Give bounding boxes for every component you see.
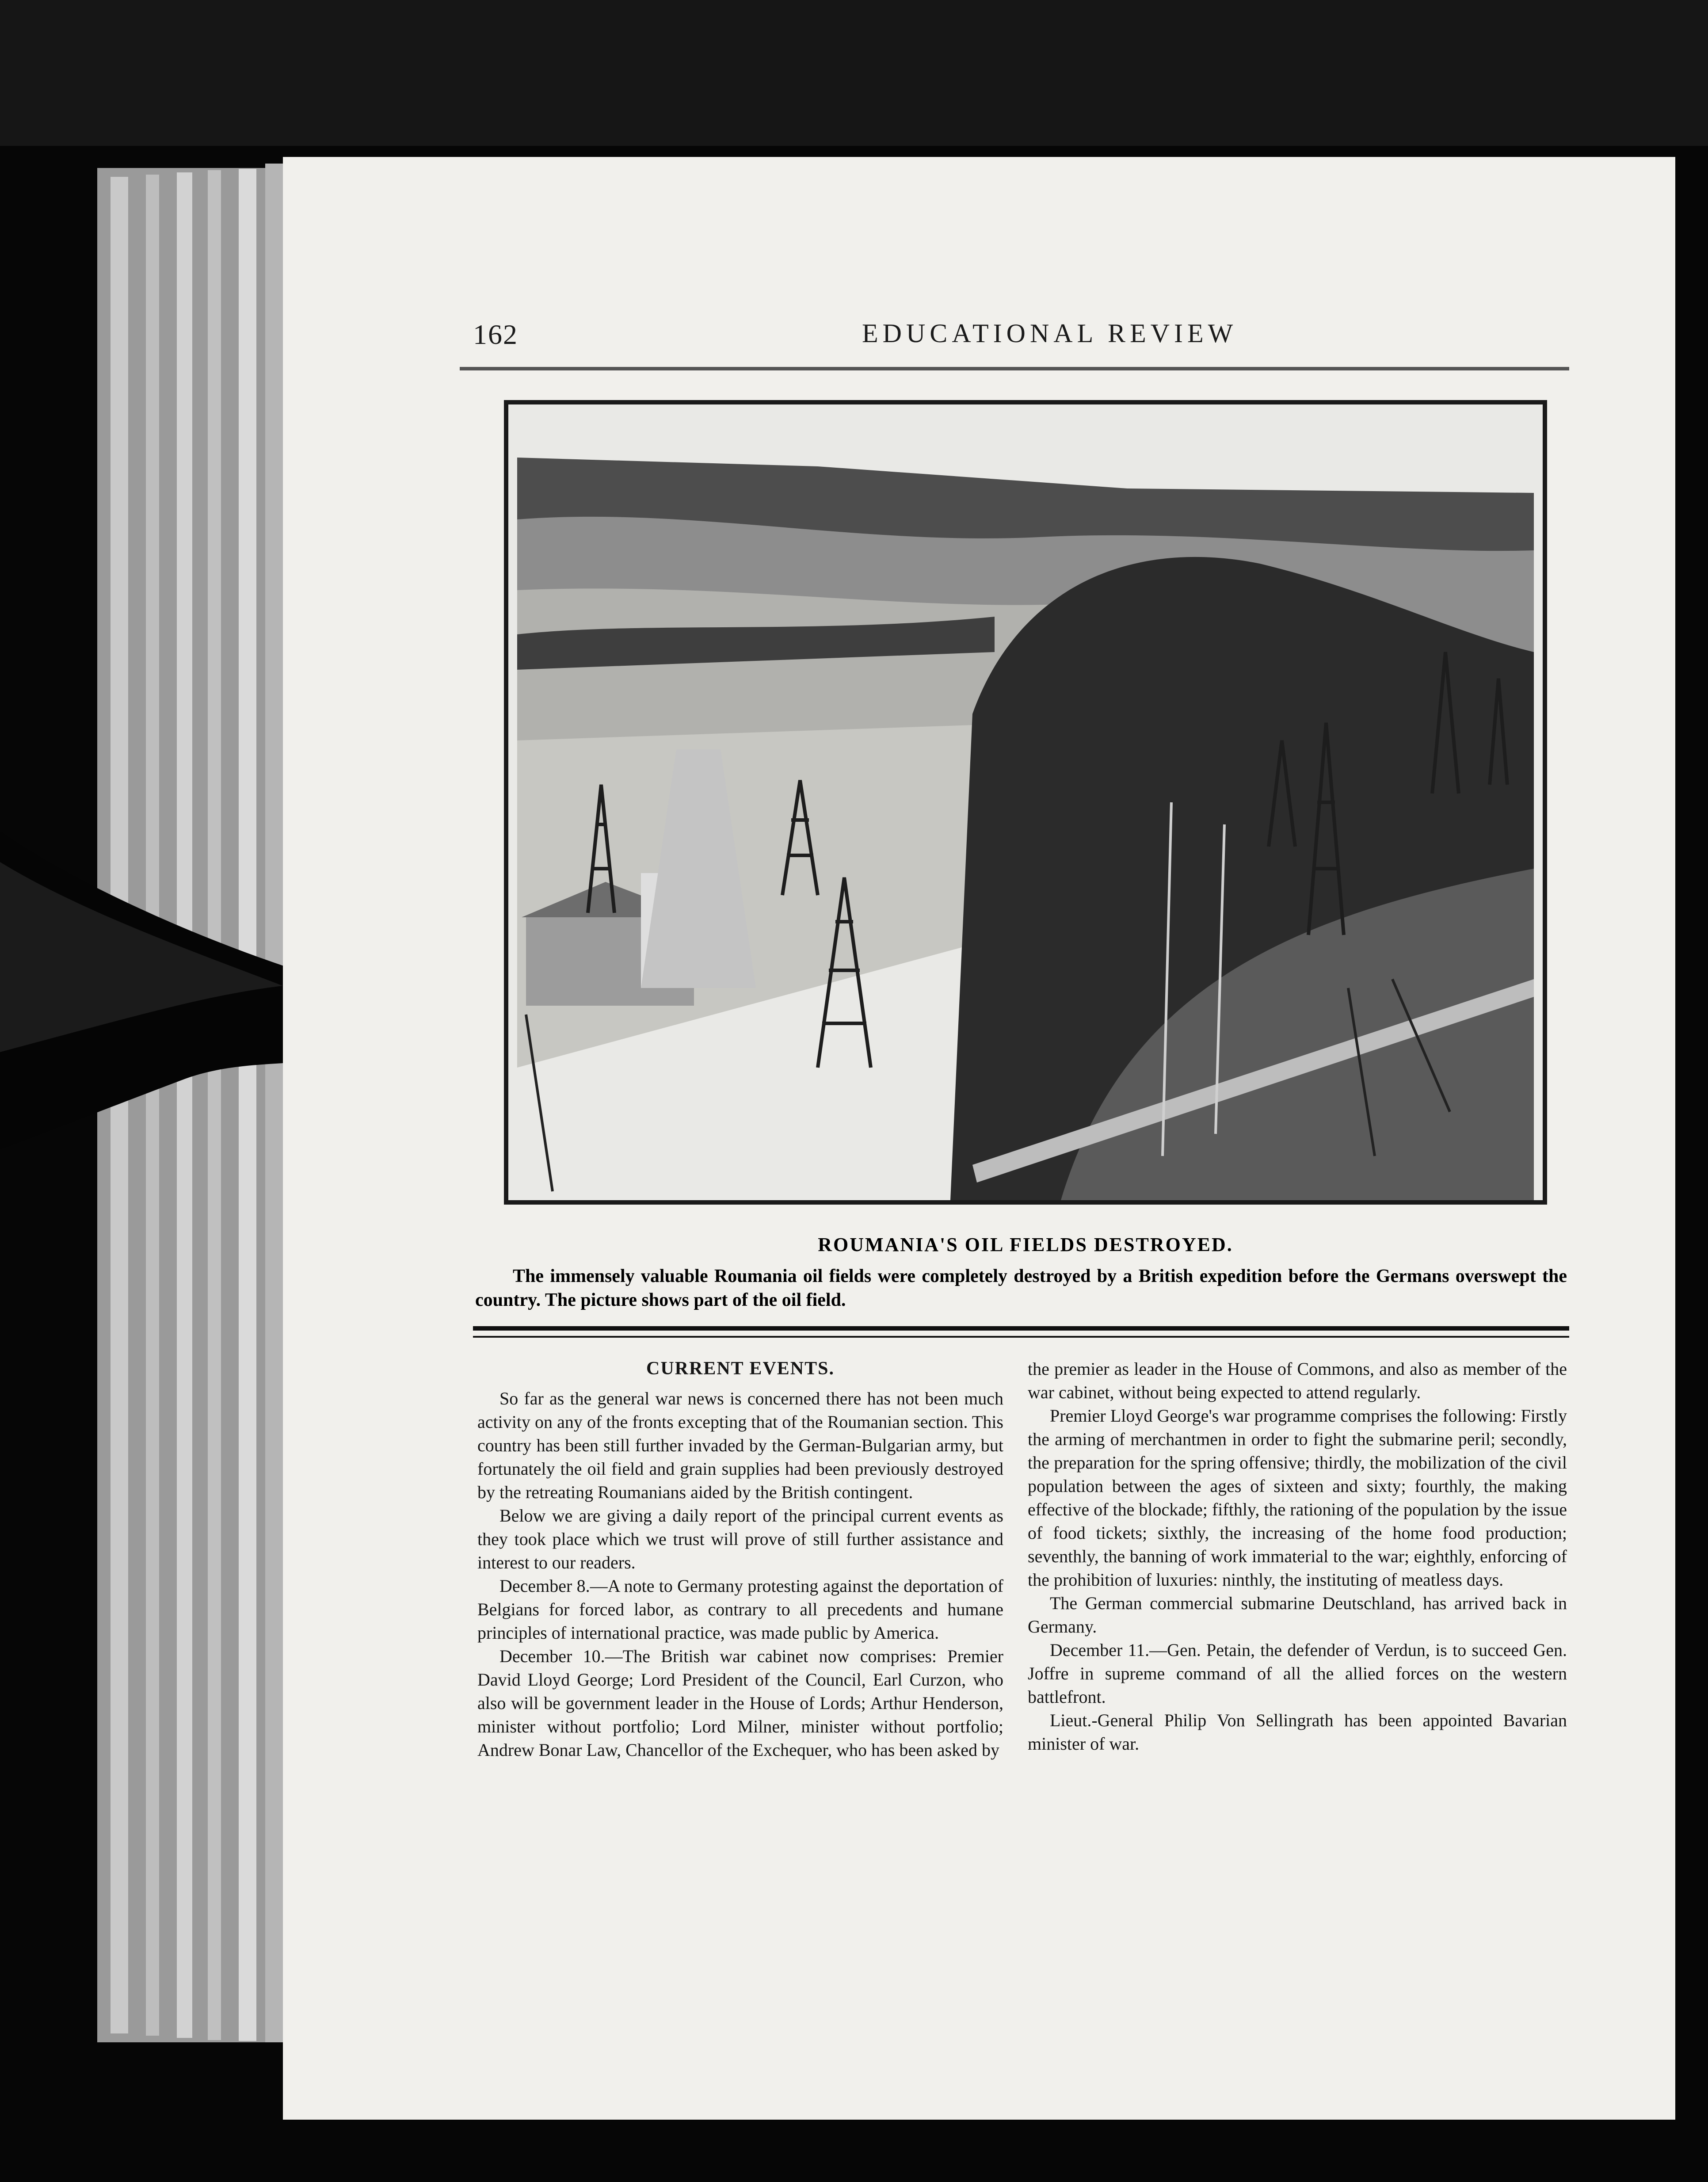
book-page-edges bbox=[97, 164, 283, 2042]
header-rule bbox=[460, 367, 1569, 370]
section-rule-thin bbox=[473, 1336, 1569, 1338]
article-paragraph: December 8.—A note to Germany protesting against the deportation of Belgians for forced labor, as contrary to all precedents and humane principles of international practice, was made public by America. bbox=[477, 1576, 1003, 1643]
article-paragraph: So far as the general war news is concerned there has not been much activity on any of the fronts excepting that of the Roumanian section. This country has been still further invaded by the German-Bulgarian army, but fortunately the oil field and grain supplies had been previously destroyed by the retreating Roumanians aided by the British contingent. bbox=[477, 1389, 1003, 1502]
page-number: 162 bbox=[473, 319, 518, 350]
article-paragraph: The German commercial submarine Deutschland, has arrived back in Germany. bbox=[1028, 1593, 1567, 1636]
article-paragraph: December 10.—The British war cabinet now comprises: Premier David Lloyd George; Lord President of the Council, Earl Curzon, who also will be government leader in the House of Lords; Arthur Henderson, minister without portfolio; Lord Milner, minister without portfolio; Andrew Bonar Law, Chancellor of the Exchequer, who has been asked by bbox=[477, 1646, 1003, 1760]
article-paragraph: Lieut.-General Philip Von Sellingrath has been appointed Bavarian minister of war. bbox=[1028, 1710, 1567, 1754]
section-rule-thick bbox=[473, 1326, 1569, 1331]
article-column-right bbox=[1028, 1357, 1567, 1755]
photo-caption-title: ROUMANIA'S OIL FIELDS DESTROYED. bbox=[818, 1234, 1233, 1255]
article-paragraph-continuation: the premier as leader in the House of Commons, and also as member of the war cabinet, without being expected to attend regularly. bbox=[1028, 1359, 1567, 1402]
article-paragraph: December 11.—Gen. Petain, the defender of Verdun, is to succeed Gen. Joffre in supreme command of all the allied forces on the western battlefront. bbox=[1028, 1640, 1567, 1707]
photo-caption-text: The immensely valuable Roumania oil fields were completely destroyed by a British expedition before the Germans overswept the country. The picture shows part of the oil field. bbox=[475, 1266, 1567, 1310]
running-head: EDUCATIONAL REVIEW bbox=[862, 319, 1238, 348]
article-paragraph: Premier Lloyd George's war programme comprises the following: Firstly the arming of merchantmen in order to fight the submarine peril; secondly, the preparation for the spring offensive; thirdly, the mobilization of the civil population between the ages of sixteen and sixty; fourthly, the making effective of the blockade; fifthly, the rationing of the population by the issue of food tickets; sixthly, the increasing of the home food production; seventhly, the banning of work immaterial to the war; eighthly, enforcing of the prohibition of luxuries: ninthly, the instituting of meatless days. bbox=[1028, 1406, 1567, 1590]
article-heading: CURRENT EVENTS. bbox=[646, 1358, 835, 1379]
article-column-left bbox=[477, 1357, 1003, 1762]
oil-field-photograph bbox=[504, 400, 1547, 1205]
article-paragraph: Below we are giving a daily report of the principal current events as they took place which we trust will prove of still further assistance and interest to our readers. bbox=[477, 1506, 1003, 1572]
